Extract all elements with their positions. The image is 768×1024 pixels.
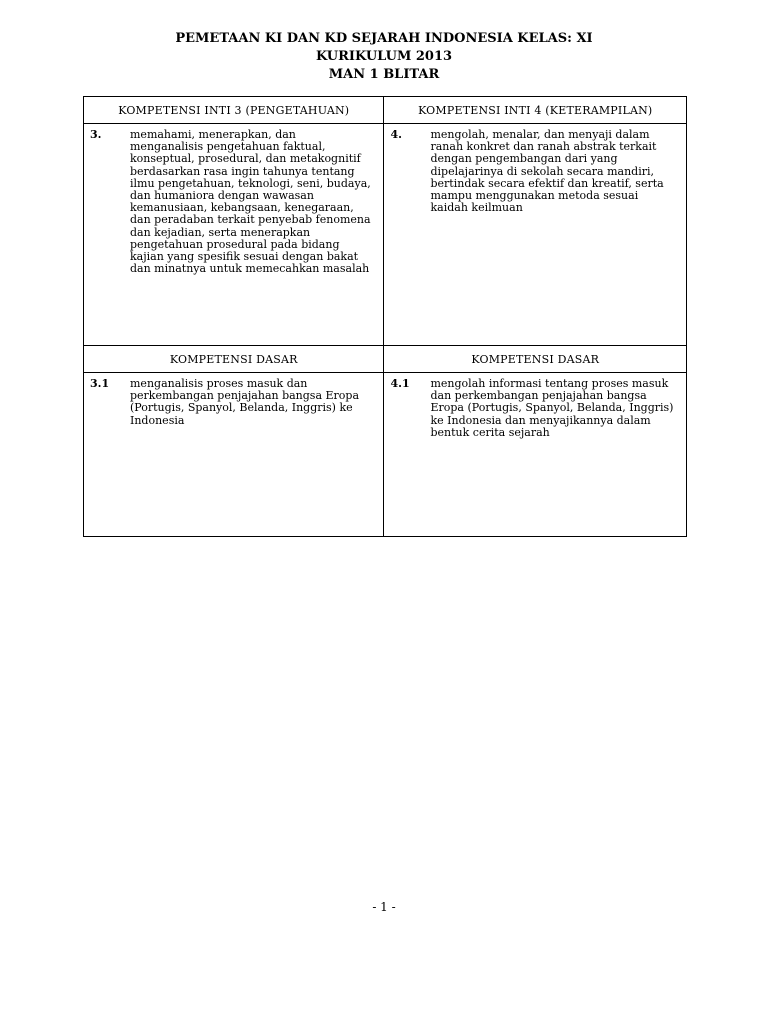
ki3-header: KOMPETENSI INTI 3 (PENGETAHUAN) (84, 97, 384, 124)
kd31-cell (84, 373, 384, 537)
ki-kd-mapping-table (83, 96, 687, 537)
ki4-item (384, 124, 686, 218)
title-line-2: KURIKULUM 2013 (315, 49, 453, 64)
ki4-number: 4. (390, 128, 402, 141)
kd-header-row (84, 346, 687, 373)
page-number: - 1 - (372, 900, 396, 914)
kd-left-header: KOMPETENSI DASAR (84, 346, 384, 373)
ki4-header: KOMPETENSI INTI 4 (KETERAMPILAN) (384, 97, 687, 124)
kd41-number: 4.1 (390, 377, 410, 390)
ki-header-row (84, 97, 687, 124)
kd41-cell (384, 373, 687, 537)
ki3-number: 3. (90, 128, 102, 141)
kd41-text: mengolah informasi tentang proses masuk dan perkembangan penjajahan bangsa Eropa (Portugis, Spanyol, Belanda, Inggris) ke Indonesia dan menyajikannya dalam bentuk cerita sejarah (430, 377, 674, 439)
kd-content-row (84, 373, 687, 537)
kd-right-header: KOMPETENSI DASAR (384, 346, 687, 373)
document-title (0, 30, 768, 84)
ki4-text: mengolah, menalar, dan menyaji dalam ranah konkret dan ranah abstrak terkait dengan pengembangan dari yang dipelajarinya di sekolah secara mandiri, bertindak secara efektif dan kreatif, serta mampu menggunakan metoda sesuai kaidah keilmuan (430, 128, 664, 215)
ki3-cell (84, 124, 384, 346)
kd41-item (384, 373, 686, 443)
title-line-1: PEMETAAN KI DAN KD SEJARAH INDONESIA KELAS: XI (175, 31, 593, 46)
kd31-text: menganalisis proses masuk dan perkembangan penjajahan bangsa Eropa (Portugis, Spanyol, Belanda, Inggris) ke Indonesia (130, 377, 360, 427)
ki4-cell (384, 124, 687, 346)
kd31-number: 3.1 (90, 377, 110, 390)
ki-content-row (84, 124, 687, 346)
ki3-text: memahami, menerapkan, dan menganalisis pengetahuan faktual, konseptual, prosedural, dan metakognitif berdasarkan rasa ingin tahunya tentang ilmu pengetahuan, teknologi, seni, budaya, dan humaniora dengan wawasan kemanusiaan, kebangsaan, kenegaraan, dan peradaban terkait penyebab fenomena dan kejadian, serta menerapkan pengetahuan prosedural pada bidang kajian yang spesifik sesuai dengan bakat dan minatnya untuk memecahkan masalah (130, 128, 371, 276)
kd31-item (84, 373, 383, 431)
title-line-3: MAN 1 BLITAR (328, 67, 440, 82)
ki3-item (84, 124, 383, 279)
